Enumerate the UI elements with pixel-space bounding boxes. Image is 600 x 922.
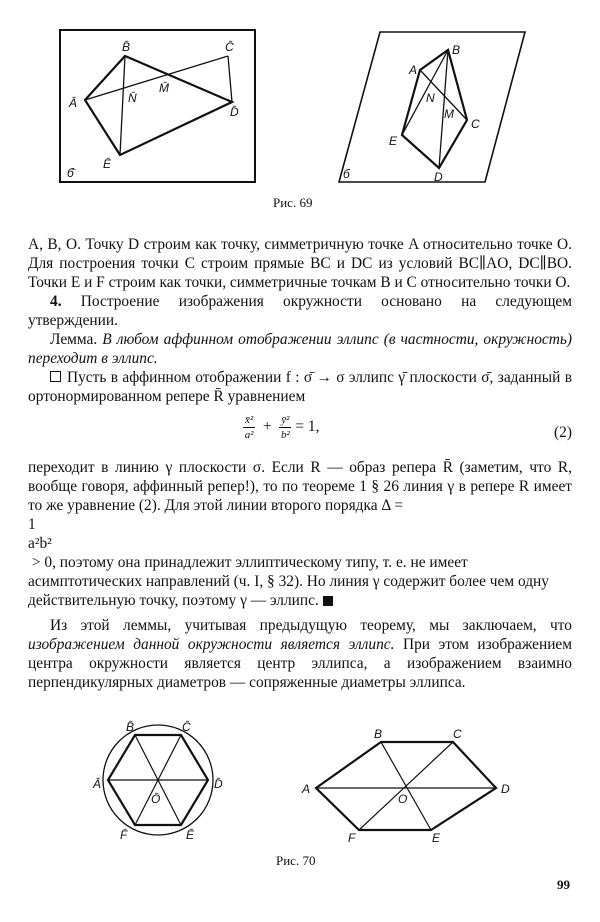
fig69-left-label: б̄ <box>67 166 74 180</box>
fig70-right-label: F <box>348 831 356 845</box>
fig69-left-label: N̄ <box>128 91 137 105</box>
fig69-left-label: M̄ <box>159 81 169 95</box>
fig69-left-line-BE <box>120 56 125 155</box>
fig70-left-label: Ā <box>93 777 102 791</box>
fig69-right <box>335 30 535 190</box>
fig70-left-label: B̄ <box>126 720 135 734</box>
fig69-left <box>60 30 260 190</box>
formula-rhs: = 1, <box>295 418 320 436</box>
fig69-right-label: E <box>389 134 398 148</box>
proof-text-b: переходит в линию γ плоскости σ. Если R — образ репера R̄ (заметим, что R, вообще говоря, аффинный репер!), то по теореме 1 § 26 линия γ в репере R имеет то же уравнение (2). Для этой линии второго порядка Δ = <box>28 459 572 514</box>
fig70-left-label: Ō <box>151 792 161 806</box>
proof-end-icon <box>323 596 333 606</box>
lemma-word: Лемма. <box>50 331 98 348</box>
proof-start <box>28 368 572 406</box>
fig69-right-label: C <box>471 117 480 131</box>
fig69-left-line-BD <box>125 56 232 102</box>
fig69-left-line-AD <box>85 100 232 102</box>
fraction-x <box>243 413 255 442</box>
proof-continued <box>28 458 572 515</box>
fig70-left-label: F̄ <box>120 828 128 842</box>
fig70-left-label: C̄ <box>182 720 191 734</box>
fraction-y-den: b² <box>280 429 290 441</box>
proof-start-icon <box>50 371 61 382</box>
fig69-right-label: B <box>452 43 461 57</box>
fig69-left-line-CD <box>228 56 232 102</box>
fig69-right-label: б <box>343 167 350 181</box>
proof-text-a: Пусть в аффинном отображении f : σ̄ → σ эллипс γ̄ плоскости σ̄, заданный в ортонормированном репере R̄ уравнением <box>28 369 572 405</box>
fig69-caption: Рис. 69 <box>273 195 313 210</box>
fig69-left-label: D̄ <box>230 105 239 119</box>
lemma-text: В любом аффинном отображении эллипс (в частности, окружность) переходит в эллипс. <box>28 331 572 367</box>
fig69-right-label: D <box>434 170 443 184</box>
paragraph-3-a: Из этой леммы, учитывая предыдущую теорему, мы заключаем, что <box>50 617 572 634</box>
formula-expression: $\frac{\text{x̄²}}{\text{a²}}$ + $\frac{\text{ȳ²}}{\text{b²}}$ = 1, <box>244 414 320 441</box>
fig70-right-label: A <box>302 782 311 796</box>
paragraph-3-c: При этом изображением центра окружности является центр эллипса, а изображением взаимно перпендикулярных диаметров — сопряженные диаметры эллипса. <box>28 636 572 691</box>
fig70-right-label: E <box>432 831 441 845</box>
page-number: 99 <box>557 877 570 892</box>
fraction-y <box>279 413 291 442</box>
fig69-left-label: Ā <box>69 96 78 110</box>
delta-num: 1 <box>28 516 36 533</box>
fig69-right-label: N <box>426 91 435 105</box>
formula-number: (2) <box>554 424 572 441</box>
fig69-right-label: M <box>444 107 454 121</box>
fig70-left <box>90 718 240 842</box>
main-text <box>28 235 572 692</box>
item-number: 4. <box>50 293 62 310</box>
fig69-left-label: C̄ <box>225 40 234 54</box>
paragraph-3 <box>28 616 572 692</box>
fig70-left-label: D̄ <box>214 777 223 791</box>
fig70-right <box>298 726 518 845</box>
fraction-y-num: ȳ² <box>281 414 290 426</box>
fig70-right-label: B <box>374 727 383 741</box>
paragraph-3-b: изображением данной окружности является эллипс. <box>28 636 395 653</box>
fig70-right-label: D <box>501 782 510 796</box>
fig70-left-label: Ē <box>186 828 195 842</box>
delta-den: a²b² <box>28 535 52 552</box>
fig69-left-label: Ē <box>103 157 112 171</box>
proof-text-c: > 0, поэтому она принадлежит эллиптическому типу, т. е. не имеет асимптотических направлений (ч. I, § 32). Но линия γ содержит более чем одну действительную точку, поэтому γ — эллипс. <box>28 554 549 609</box>
fig69-right-label: A <box>409 63 418 77</box>
fig70-caption: Рис. 70 <box>276 853 316 868</box>
paragraph-1: A, B, O. Точку D строим как точку, симметричную точке A относительно точке O. Для построения точки C строим прямые BC и DC из условий BC∥AO, DC∥BO. Точки E и F строим как точки, симметричные точкам B и C относительно точки O. <box>28 236 572 291</box>
lemma <box>28 330 572 368</box>
paragraph-2-text: Построение изображения окружности основано на следующем утверждении. <box>28 293 572 329</box>
fig70-right-label: O <box>398 792 408 806</box>
fig69-right-plane <box>339 32 525 182</box>
fig70-right-label: C <box>453 727 462 741</box>
paragraph-2 <box>28 292 572 330</box>
fraction-x-den: a² <box>244 429 254 441</box>
formula-2 <box>28 409 572 457</box>
fig70-right-diag-CF <box>359 742 453 830</box>
fig69-left-label: B̄ <box>122 40 131 54</box>
fraction-x-num: x̄² <box>245 414 254 426</box>
